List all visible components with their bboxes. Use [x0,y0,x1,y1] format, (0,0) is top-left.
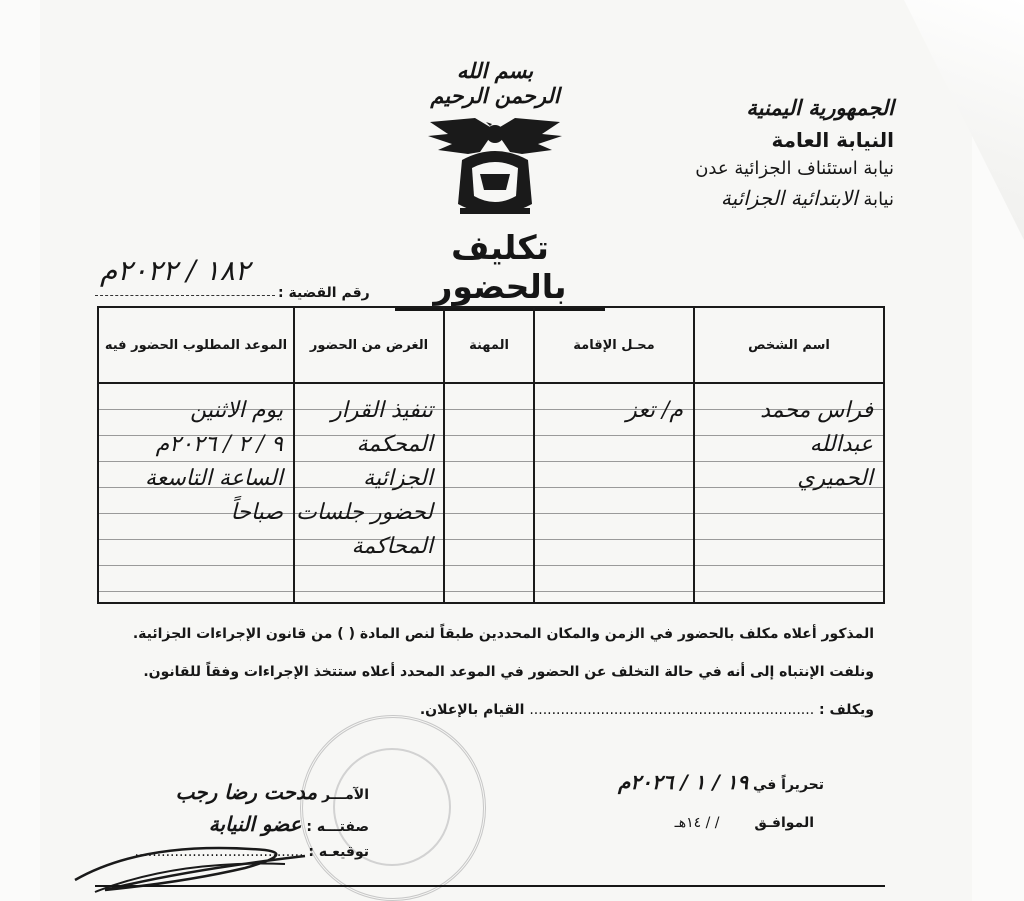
handwritten-line: يوم الاثنين [190,398,283,423]
assign-dots: ................................................................ [529,702,815,718]
corresponding-label: الموافـق [754,815,814,831]
handwritten-line: تنفيذ القرار [331,398,433,423]
cell-person-name [694,383,884,603]
handwritten-line: المحاكمة [351,534,433,559]
cell-purpose [294,383,444,603]
national-eagle-emblem [420,112,570,224]
hijri-date-row [675,815,814,831]
handwritten-line: م/ تعز [626,398,683,423]
header-person-name: اسم الشخص [694,307,884,383]
header-primary-prosecution [721,186,894,210]
signature-label: توقيعـه : [308,844,369,860]
written-label: تحريراً في [752,777,824,793]
header-republic: الجمهورية اليمنية [746,95,894,120]
header-purpose: الغرض من الحضور [294,307,444,383]
summons-table [97,306,885,604]
written-date: ١٩ / ١ / ٢٠٢٦م [618,770,749,794]
name-lines [695,384,883,496]
bottom-rule [95,885,885,887]
assign-label: ويكلف : [819,702,874,718]
primary-handwritten: الابتدائية الجزائية [720,186,858,210]
case-number-line [95,295,275,296]
handwritten-line: فراس محمد [760,398,873,423]
body-line-1: المذكور أعلاه مكلف بالحضور في الزمن والمكان المحددين طبقاً لنص المادة ( ) من قانون الإجراءات الجزائية. [132,626,874,642]
document-title: تكليف بالحضور [395,228,605,311]
header-residence: محـل الإقامة [534,307,694,383]
orderer-label: الآمـــر [322,787,369,803]
cell-profession [444,383,534,603]
handwritten-signature [65,820,325,900]
orderer-row [176,780,369,804]
handwritten-line: صباحاً [230,500,283,525]
case-number-label: رقم القضية : [278,285,370,301]
cell-appointment [98,383,294,603]
table-header-row [98,307,884,383]
table-row [98,383,884,603]
purpose-lines [295,384,443,564]
handwritten-line: المحكمة [356,432,433,457]
primary-prefix: نيابة [863,189,894,210]
handwritten-line: الجزائية [363,466,433,491]
official-stamp [300,715,486,901]
handwritten-line: ٩ / ٢ / ٢٠٢٦م [155,432,283,457]
header-profession: المهنة [444,307,534,383]
capacity-label: صفتـــه : [306,819,369,835]
handwritten-line: الساعة التاسعة [144,466,283,491]
residence-lines [535,384,693,428]
case-number: ١٨٢ / ٢٠٢٢م [100,254,250,287]
basmala: بسم الله الرحمن الرحيم [430,58,560,108]
header-prosecution: النيابة العامة [771,128,894,152]
header-appeal-prosecution: نيابة استئناف الجزائية عدن [695,158,894,179]
profession-lines [445,384,533,394]
written-date-row [618,770,824,794]
body-line-3 [420,702,874,718]
handwritten-line: لحضور جلسات [296,500,433,525]
header-appointment: الموعد المطلوب الحضور فيه [98,307,294,383]
signature-dots: ...................................... [134,844,304,860]
appointment-lines [99,384,293,530]
handwritten-line: عبدالله [809,432,873,457]
assign-end: القيام بالإعلان. [419,702,525,718]
handwritten-line: الحميري [797,466,873,491]
body-line-2: ونلفت الإنتباه إلى أنه في حالة التخلف عن الحضور في الموعد المحدد أعلاه ستتخذ الإجراءات وفقاً للقانون. [143,664,874,680]
capacity-value: عضو النيابة [208,812,302,836]
cell-residence [534,383,694,603]
orderer-value: مدحت رضا رجب [175,780,318,804]
hijri-date: / / ١٤هـ [674,815,720,831]
